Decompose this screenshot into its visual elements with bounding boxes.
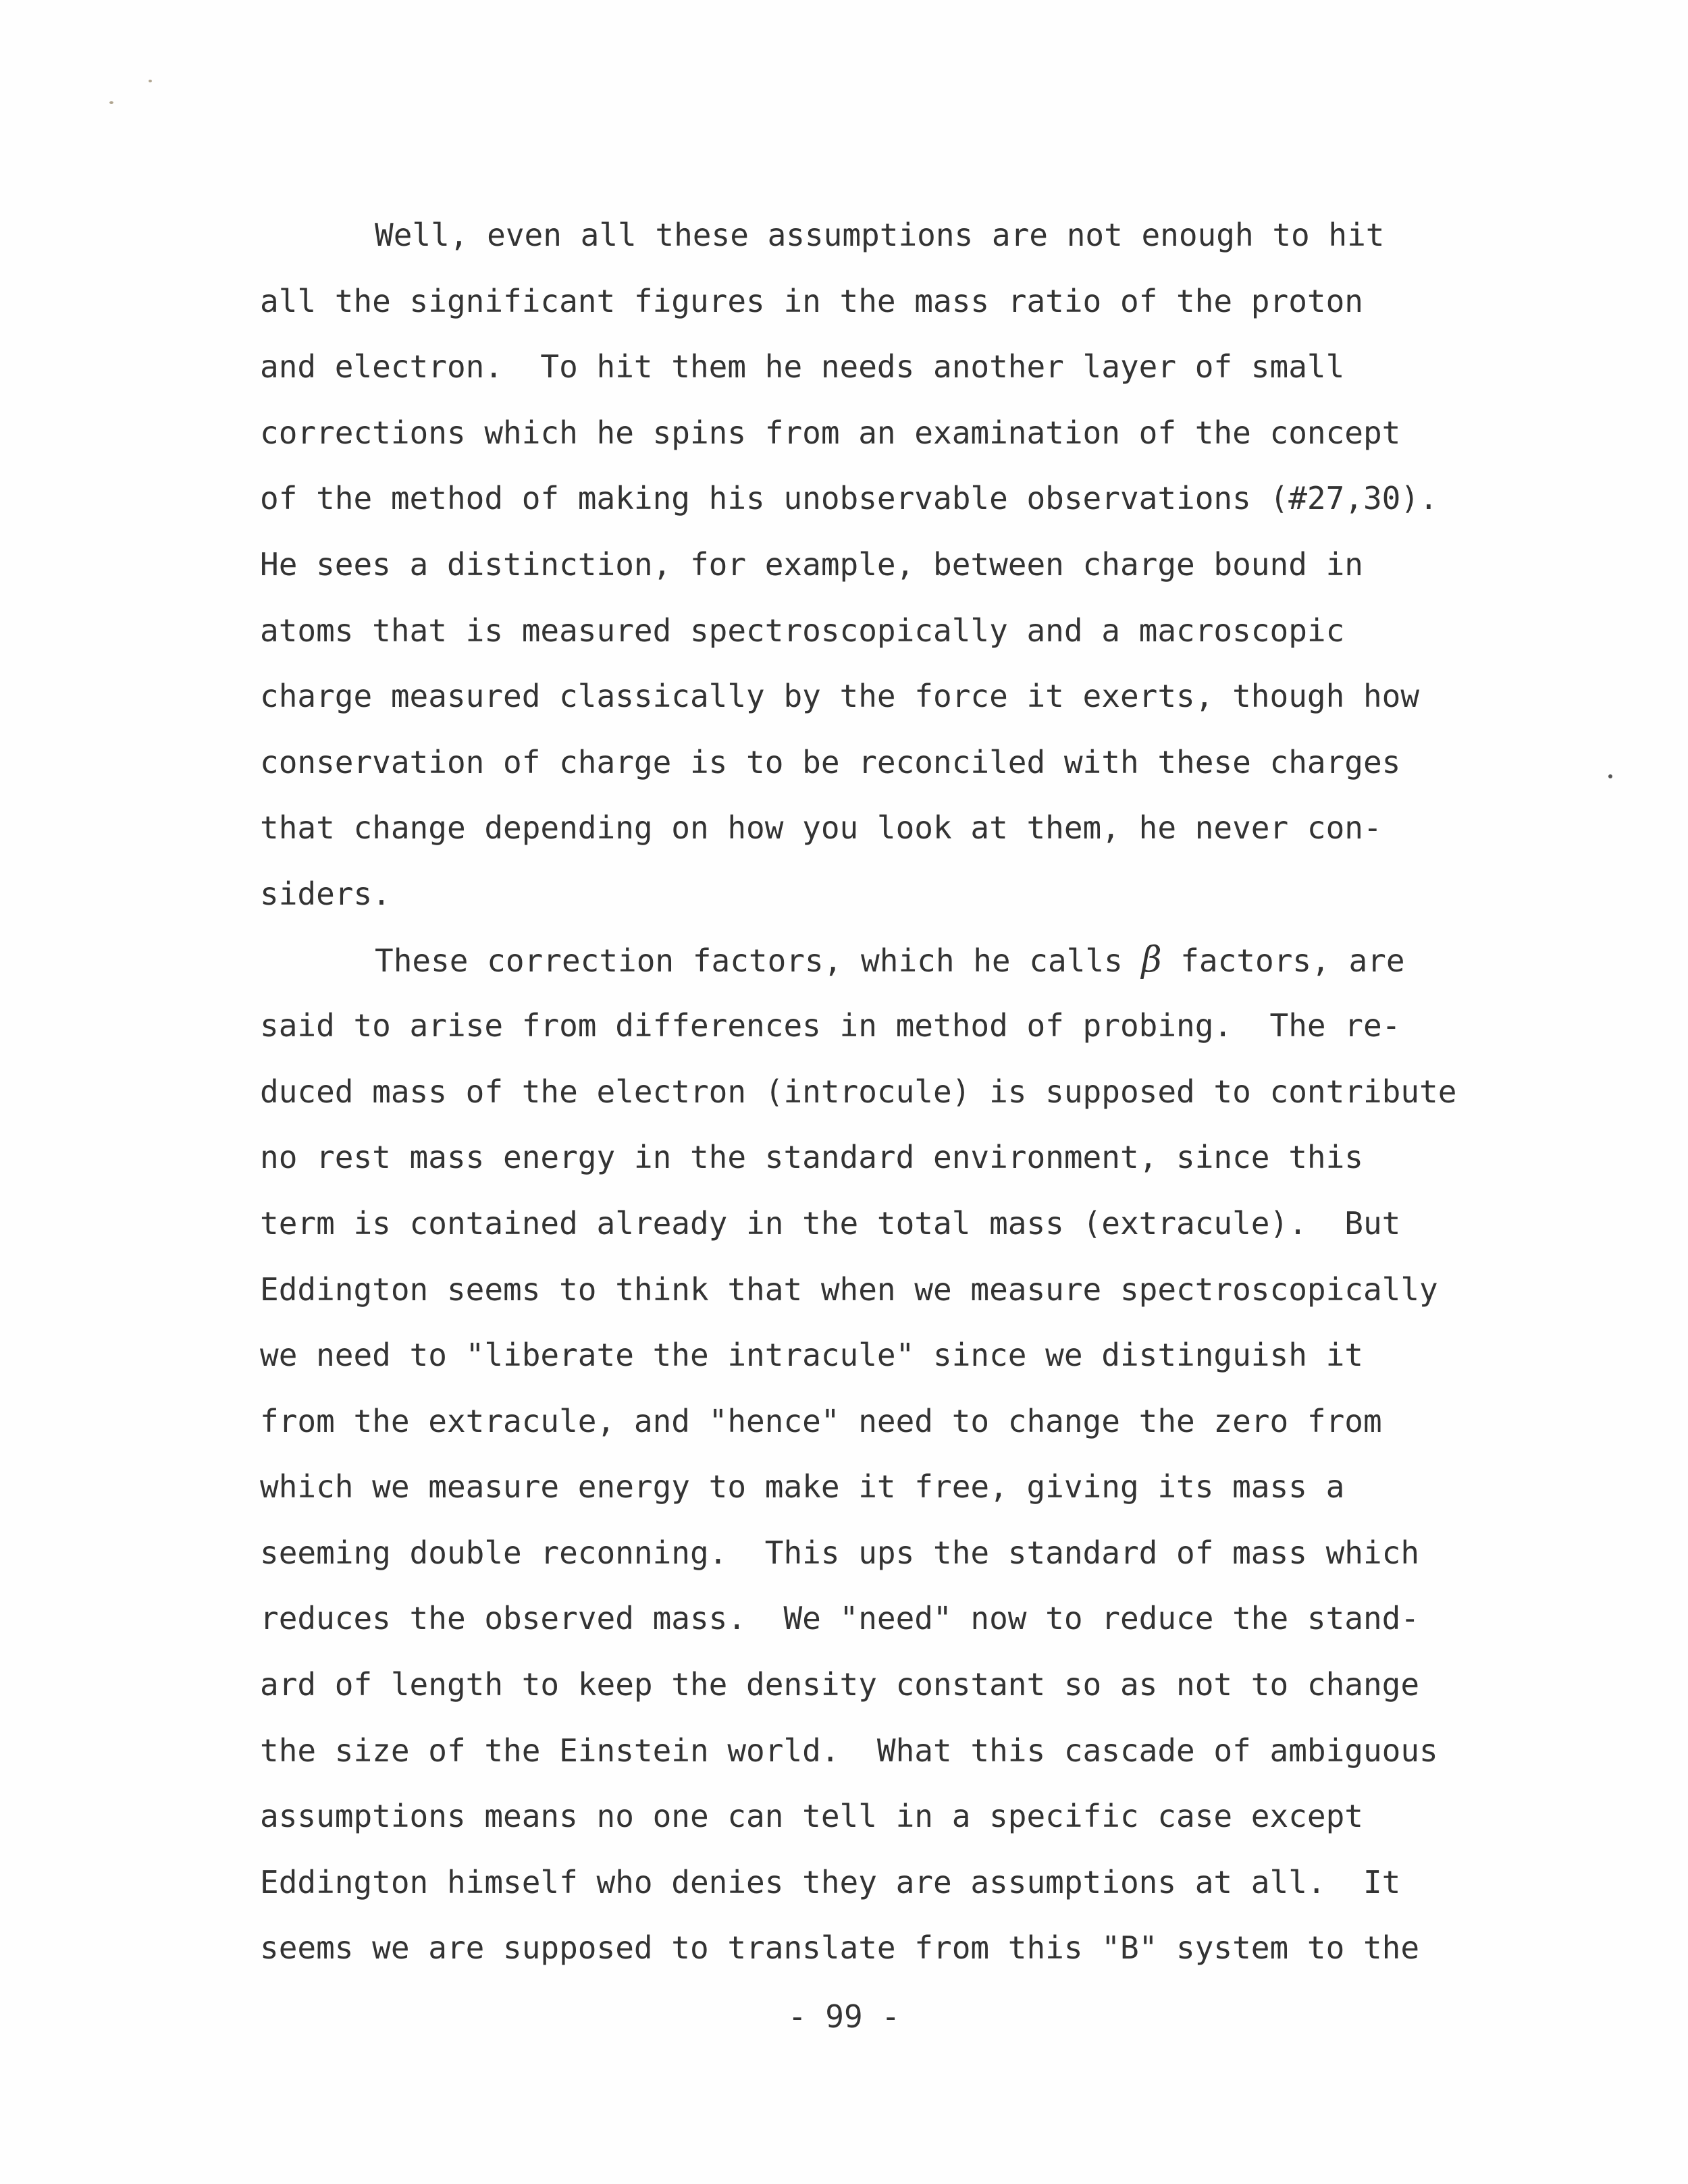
text-line: of the method of making his unobservable observations (#27,30). [260, 480, 1438, 517]
text-line: siders. [260, 875, 391, 912]
text-segment: factors, are [1161, 942, 1405, 979]
text-line: Eddington himself who denies they are assumptions at all. It [260, 1863, 1401, 1900]
text-line: Eddington seems to think that when we measure spectroscopically [260, 1271, 1438, 1308]
beta-symbol: β [1141, 939, 1162, 980]
text-line: the size of the Einstein world. What this cascade of ambiguous [260, 1732, 1438, 1769]
text-line: ard of length to keep the density constant so as not to change [260, 1666, 1420, 1703]
text-line: said to arise from differences in method of probing. The re- [260, 1007, 1401, 1044]
text-line: assumptions means no one can tell in a specific case except [260, 1798, 1363, 1835]
text-line: reduces the observed mass. We "need" now to reduce the stand- [260, 1600, 1420, 1637]
text-line: from the extracule, and "hence" need to change the zero from [260, 1402, 1382, 1439]
text-line: no rest mass energy in the standard environment, since this [260, 1139, 1363, 1176]
paper-speck [1608, 774, 1612, 778]
text-line: Well, even all these assumptions are not enough to hit [375, 217, 1385, 253]
text-line-with-beta [260, 928, 1583, 994]
text-line: that change depending on how you look at them, he never con- [260, 809, 1382, 847]
text-line: duced mass of the electron (introcule) is supposed to contribute [260, 1073, 1457, 1110]
paper-speck [109, 101, 113, 104]
paper-speck [149, 80, 152, 82]
text-line: which we measure energy to make it free, giving its mass a [260, 1468, 1345, 1506]
text-line: seems we are supposed to translate from this "B" system to the [260, 1929, 1420, 1967]
text-line: seeming double reconning. This ups the standard of mass which [260, 1534, 1420, 1571]
page-number: - 99 - [787, 1998, 901, 2035]
text-line: charge measured classically by the force it exerts, though how [260, 678, 1420, 715]
text-line: He sees a distinction, for example, between charge bound in [260, 545, 1363, 583]
text-line: conservation of charge is to be reconciled with these charges [260, 743, 1401, 780]
text-line: term is contained already in the total mass (extracule). But [260, 1204, 1401, 1242]
text-line: corrections which he spins from an examination of the concept [260, 414, 1401, 451]
text-line: atoms that is measured spectroscopically and a macroscopic [260, 612, 1345, 649]
text-segment: These correction factors, which he calls [375, 942, 1142, 979]
text-line: all the significant figures in the mass ratio of the proton [260, 282, 1363, 319]
text-line: and electron. To hit them he needs another layer of small [260, 348, 1345, 385]
body-text [260, 203, 1583, 1981]
text-line: we need to "liberate the intracule" since we distinguish it [260, 1337, 1363, 1374]
